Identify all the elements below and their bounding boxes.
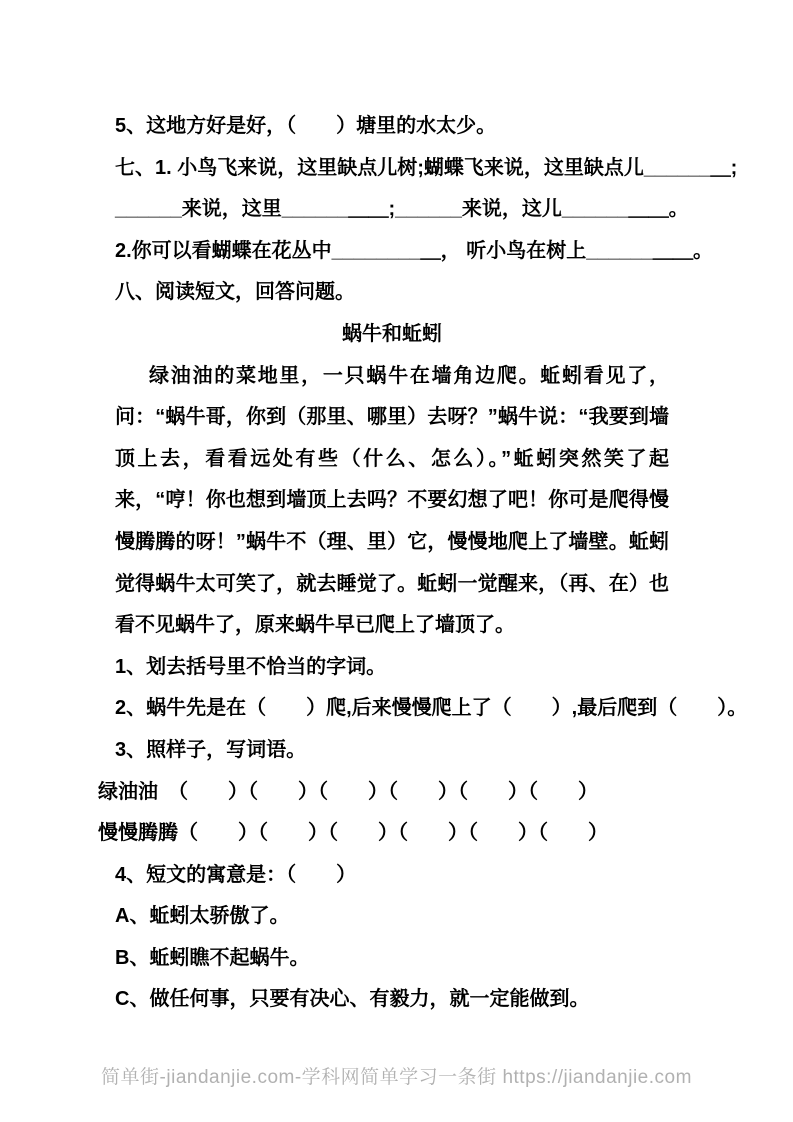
reading-question-2: 2、蜗牛先是在（ ）爬,后来慢慢爬上了（ ）,最后爬到（ ）。 xyxy=(115,697,748,720)
option-c: C、做任何事，只要有决心、有毅力，就一定能做到。 xyxy=(115,988,590,1011)
worksheet-content xyxy=(98,106,748,1021)
question-5: 5、这地方好是好，（ ）塘里的水太少。 xyxy=(115,115,497,137)
footer-watermark: 简单街-jiandanjie.com-学科网简单学习一条街 https://jiandanjie.com xyxy=(101,1067,692,1088)
option-a: A、蚯蚓太骄傲了。 xyxy=(115,905,290,928)
option-b: B、蚯蚓瞧不起蜗牛。 xyxy=(115,946,310,969)
word-blank-row-1: 绿油油 （ ）（ ）（ ）（ ）（ ）（ ） xyxy=(98,780,598,803)
section-8-heading: 八、阅读短文，回答问题。 xyxy=(115,281,355,304)
passage-title: 蜗牛和蚯蚓 xyxy=(342,322,442,345)
question-7-part2: 2.你可以看蝴蝶在花丛中________＿， 听小鸟在树上______＿＿。 xyxy=(115,239,713,262)
question-7-part1-line2: ______来说，这里______＿＿;______来说，这儿______＿＿。 xyxy=(115,198,689,221)
word-blank-row-2: 慢慢腾腾（ ）（ ）（ ）（ ）（ ）（ ） xyxy=(98,822,608,845)
reading-question-4: 4、短文的寓意是：（ ） xyxy=(115,863,357,886)
reading-question-3: 3、照样子，写词语。 xyxy=(115,738,307,761)
question-7-part1-line1: 七、1. 小鸟飞来说，这里缺点儿树;蝴蝶飞来说，这里缺点儿______＿; xyxy=(115,156,738,179)
passage-text: 绿油油的菜地里，一只蜗牛在墙角边爬。蚯蚓看见了，问：“蜗牛哥，你到（那里、哪里）去呀？”蜗牛说：“我要到墙顶上去，看看远处有些（什么、怎么）。”蚯蚓突然笑了起来，“哼！你也想到墙顶上去吗？不要幻想了吧！你可是爬得慢慢腾腾的呀！”蜗牛不（理、里）它，慢慢地爬上了墙壁。蚯蚓觉得蜗牛太可笑了，就去睡觉了。蚯蚓一觉醒来，（再、在）也看不见蜗牛了，原来蜗牛早已爬上了墙顶了。 xyxy=(115,364,669,637)
reading-question-1: 1、划去括号里不恰当的字词。 xyxy=(115,655,387,678)
